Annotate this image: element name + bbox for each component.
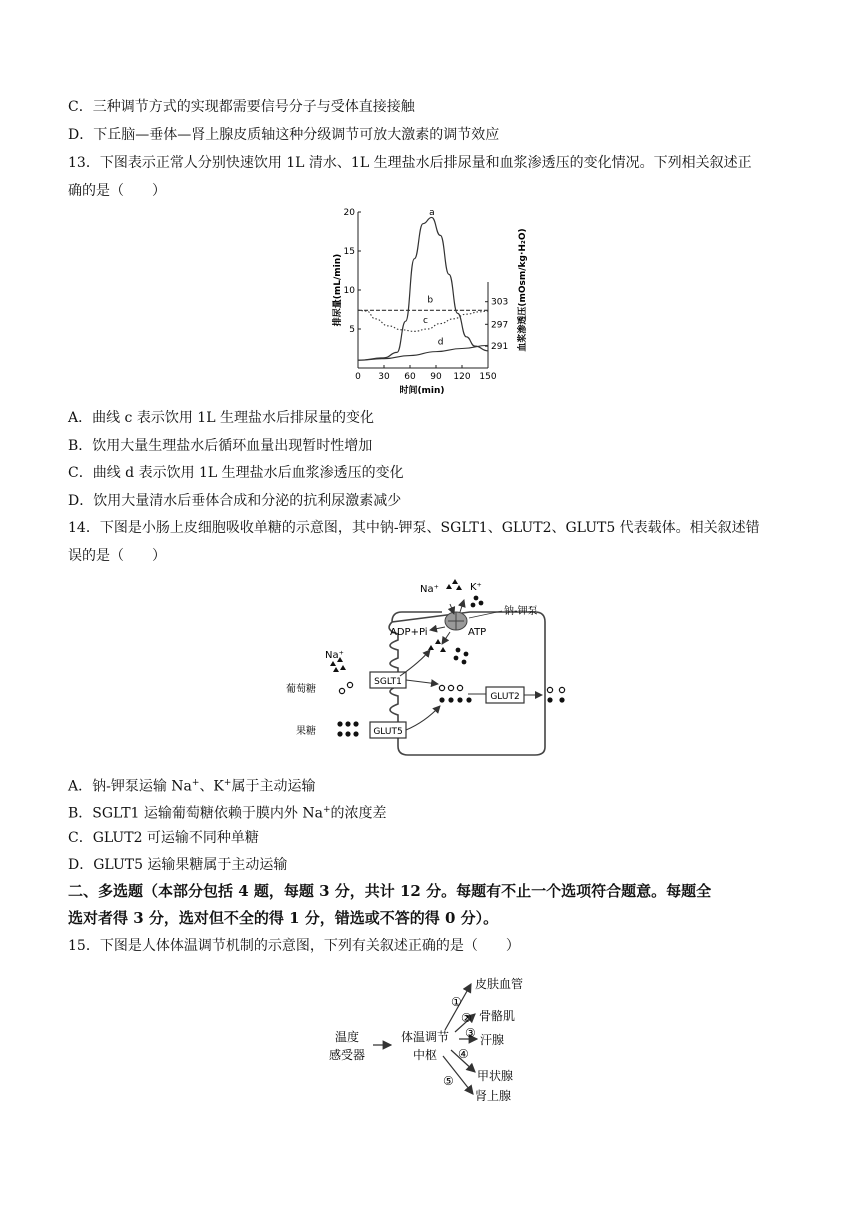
chart-y2-tick-label: 303 bbox=[491, 297, 509, 308]
target-adrenal: 肾上腺 bbox=[475, 1089, 512, 1103]
atp-label: ATP bbox=[468, 627, 487, 638]
q12-option-c: C．三种调节方式的实现都需要信号分子与受体直接接触 bbox=[68, 99, 415, 115]
section2-heading-line1: 二、多选题（本部分包括 4 题，每题 3 分，共计 12 分。每题有不止一个选项符合题意。每题全 bbox=[68, 882, 712, 900]
chart-series-label-a: a bbox=[429, 208, 435, 219]
q13-option-b: B．饮用大量生理盐水后循环血量出现暂时性增加 bbox=[68, 438, 373, 454]
section2-heading-line2: 选对者得 3 分，选对但不全的得 1 分，错选或不答的得 0 分）。 bbox=[68, 909, 499, 927]
chart-y2-tick-label: 291 bbox=[491, 342, 509, 353]
target-skin-vessels: 皮肤血管 bbox=[475, 977, 524, 991]
glut5-label: GLUT5 bbox=[373, 727, 403, 737]
chart-series-label-d: d bbox=[437, 337, 444, 348]
pathway-5: ⑤ bbox=[443, 1074, 454, 1088]
chart-ylabel: 排尿量(mL/min) bbox=[333, 253, 343, 327]
q13-stem-line1: 13．下图表示正常人分别快速饮用 1L 清水、1L 生理盐水后排尿量和血浆渗透压的变化情况。下列相关叙述正 bbox=[68, 155, 752, 171]
sensor-label-1: 温度 bbox=[334, 1030, 360, 1044]
sensor-label-2: 感受器 bbox=[328, 1048, 366, 1062]
glut2-label: GLUT2 bbox=[490, 692, 520, 702]
pathway-1: ① bbox=[451, 995, 462, 1009]
chart-y-tick-label: 20 bbox=[343, 208, 355, 218]
chart-y-tick-label: 5 bbox=[349, 325, 355, 335]
chart-x-tick-label: 90 bbox=[430, 372, 442, 382]
glucose-label: 葡萄糖 bbox=[286, 684, 316, 695]
chart-series-a bbox=[358, 217, 488, 360]
chart-xlabel: 时间(min) bbox=[399, 386, 445, 396]
q13-stem-line2: 确的是（ ） bbox=[68, 183, 166, 199]
k-label: K⁺ bbox=[470, 582, 482, 593]
chart-y-tick-label: 15 bbox=[343, 247, 355, 257]
center-label-2: 中枢 bbox=[412, 1048, 438, 1062]
target-sweat-gland: 汗腺 bbox=[480, 1033, 505, 1047]
fructose-label: 果糖 bbox=[296, 726, 316, 737]
chart-x-tick-label: 60 bbox=[404, 372, 416, 382]
sglt1-label: SGLT1 bbox=[374, 677, 402, 687]
pump-label: 钠-钾泵 bbox=[504, 606, 538, 617]
chart-x-tick-label: 30 bbox=[378, 372, 390, 382]
thermoregulation-diagram bbox=[325, 968, 545, 1113]
na-label-left: Na⁺ bbox=[325, 650, 344, 661]
q13-option-d: D．饮用大量清水后垂体合成和分泌的抗利尿激素减少 bbox=[68, 493, 402, 509]
q14-option-d: D．GLUT5 运输果糖属于主动运输 bbox=[68, 857, 288, 873]
q14-option-c: C．GLUT2 可运输不同种单糖 bbox=[68, 830, 259, 846]
q14-stem-line1: 14．下图是小肠上皮细胞吸收单糖的示意图，其中钠-钾泵、SGLT1、GLUT2、GLUT5 代表载体。相关叙述错 bbox=[68, 520, 760, 536]
q14-option-a: A．钠-钾泵运输 Na+、K+属于主动运输 bbox=[68, 778, 316, 795]
chart-x-tick-label: 150 bbox=[479, 372, 497, 382]
pathway-2: ② bbox=[461, 1011, 472, 1025]
na-label-top: Na⁺ bbox=[420, 584, 439, 595]
q13-option-a: A．曲线 c 表示饮用 1L 生理盐水后排尿量的变化 bbox=[68, 410, 374, 426]
q13-option-c: C．曲线 d 表示饮用 1L 生理盐水后血浆渗透压的变化 bbox=[68, 465, 404, 481]
q15-stem: 15．下图是人体体温调节机制的示意图，下列有关叙述正确的是（ ） bbox=[68, 938, 520, 954]
q14-option-b: B．SGLT1 运输葡萄糖依赖于膜内外 Na+的浓度差 bbox=[68, 805, 387, 822]
pathway-3: ③ bbox=[465, 1026, 476, 1040]
chart-x-tick-label: 0 bbox=[355, 372, 361, 382]
q14-stem-line2: 误的是（ ） bbox=[68, 548, 166, 564]
chart-y2-tick-label: 297 bbox=[491, 320, 509, 331]
chart-series-label-b: b bbox=[427, 295, 434, 306]
q12-option-d: D．下丘脑—垂体—肾上腺皮质轴这种分级调节可放大激素的调节效应 bbox=[68, 127, 500, 143]
target-skeletal-muscle: 骨骼肌 bbox=[479, 1009, 516, 1023]
pathway-4: ④ bbox=[458, 1047, 469, 1061]
chart-series-label-c: c bbox=[423, 315, 428, 326]
chart-y-tick-label: 10 bbox=[343, 286, 355, 296]
target-thyroid: 甲状腺 bbox=[477, 1069, 514, 1083]
center-label-1: 体温调节 bbox=[400, 1030, 450, 1044]
chart-y2label: 血浆渗透压(mOsm/kg·H₂O) bbox=[518, 228, 528, 352]
adp-label: ADP+Pi bbox=[390, 627, 428, 638]
urine-osmolality-chart bbox=[320, 200, 535, 400]
intestinal-cell-sugar-transport-diagram bbox=[280, 572, 585, 762]
chart-x-tick-label: 120 bbox=[453, 372, 471, 382]
